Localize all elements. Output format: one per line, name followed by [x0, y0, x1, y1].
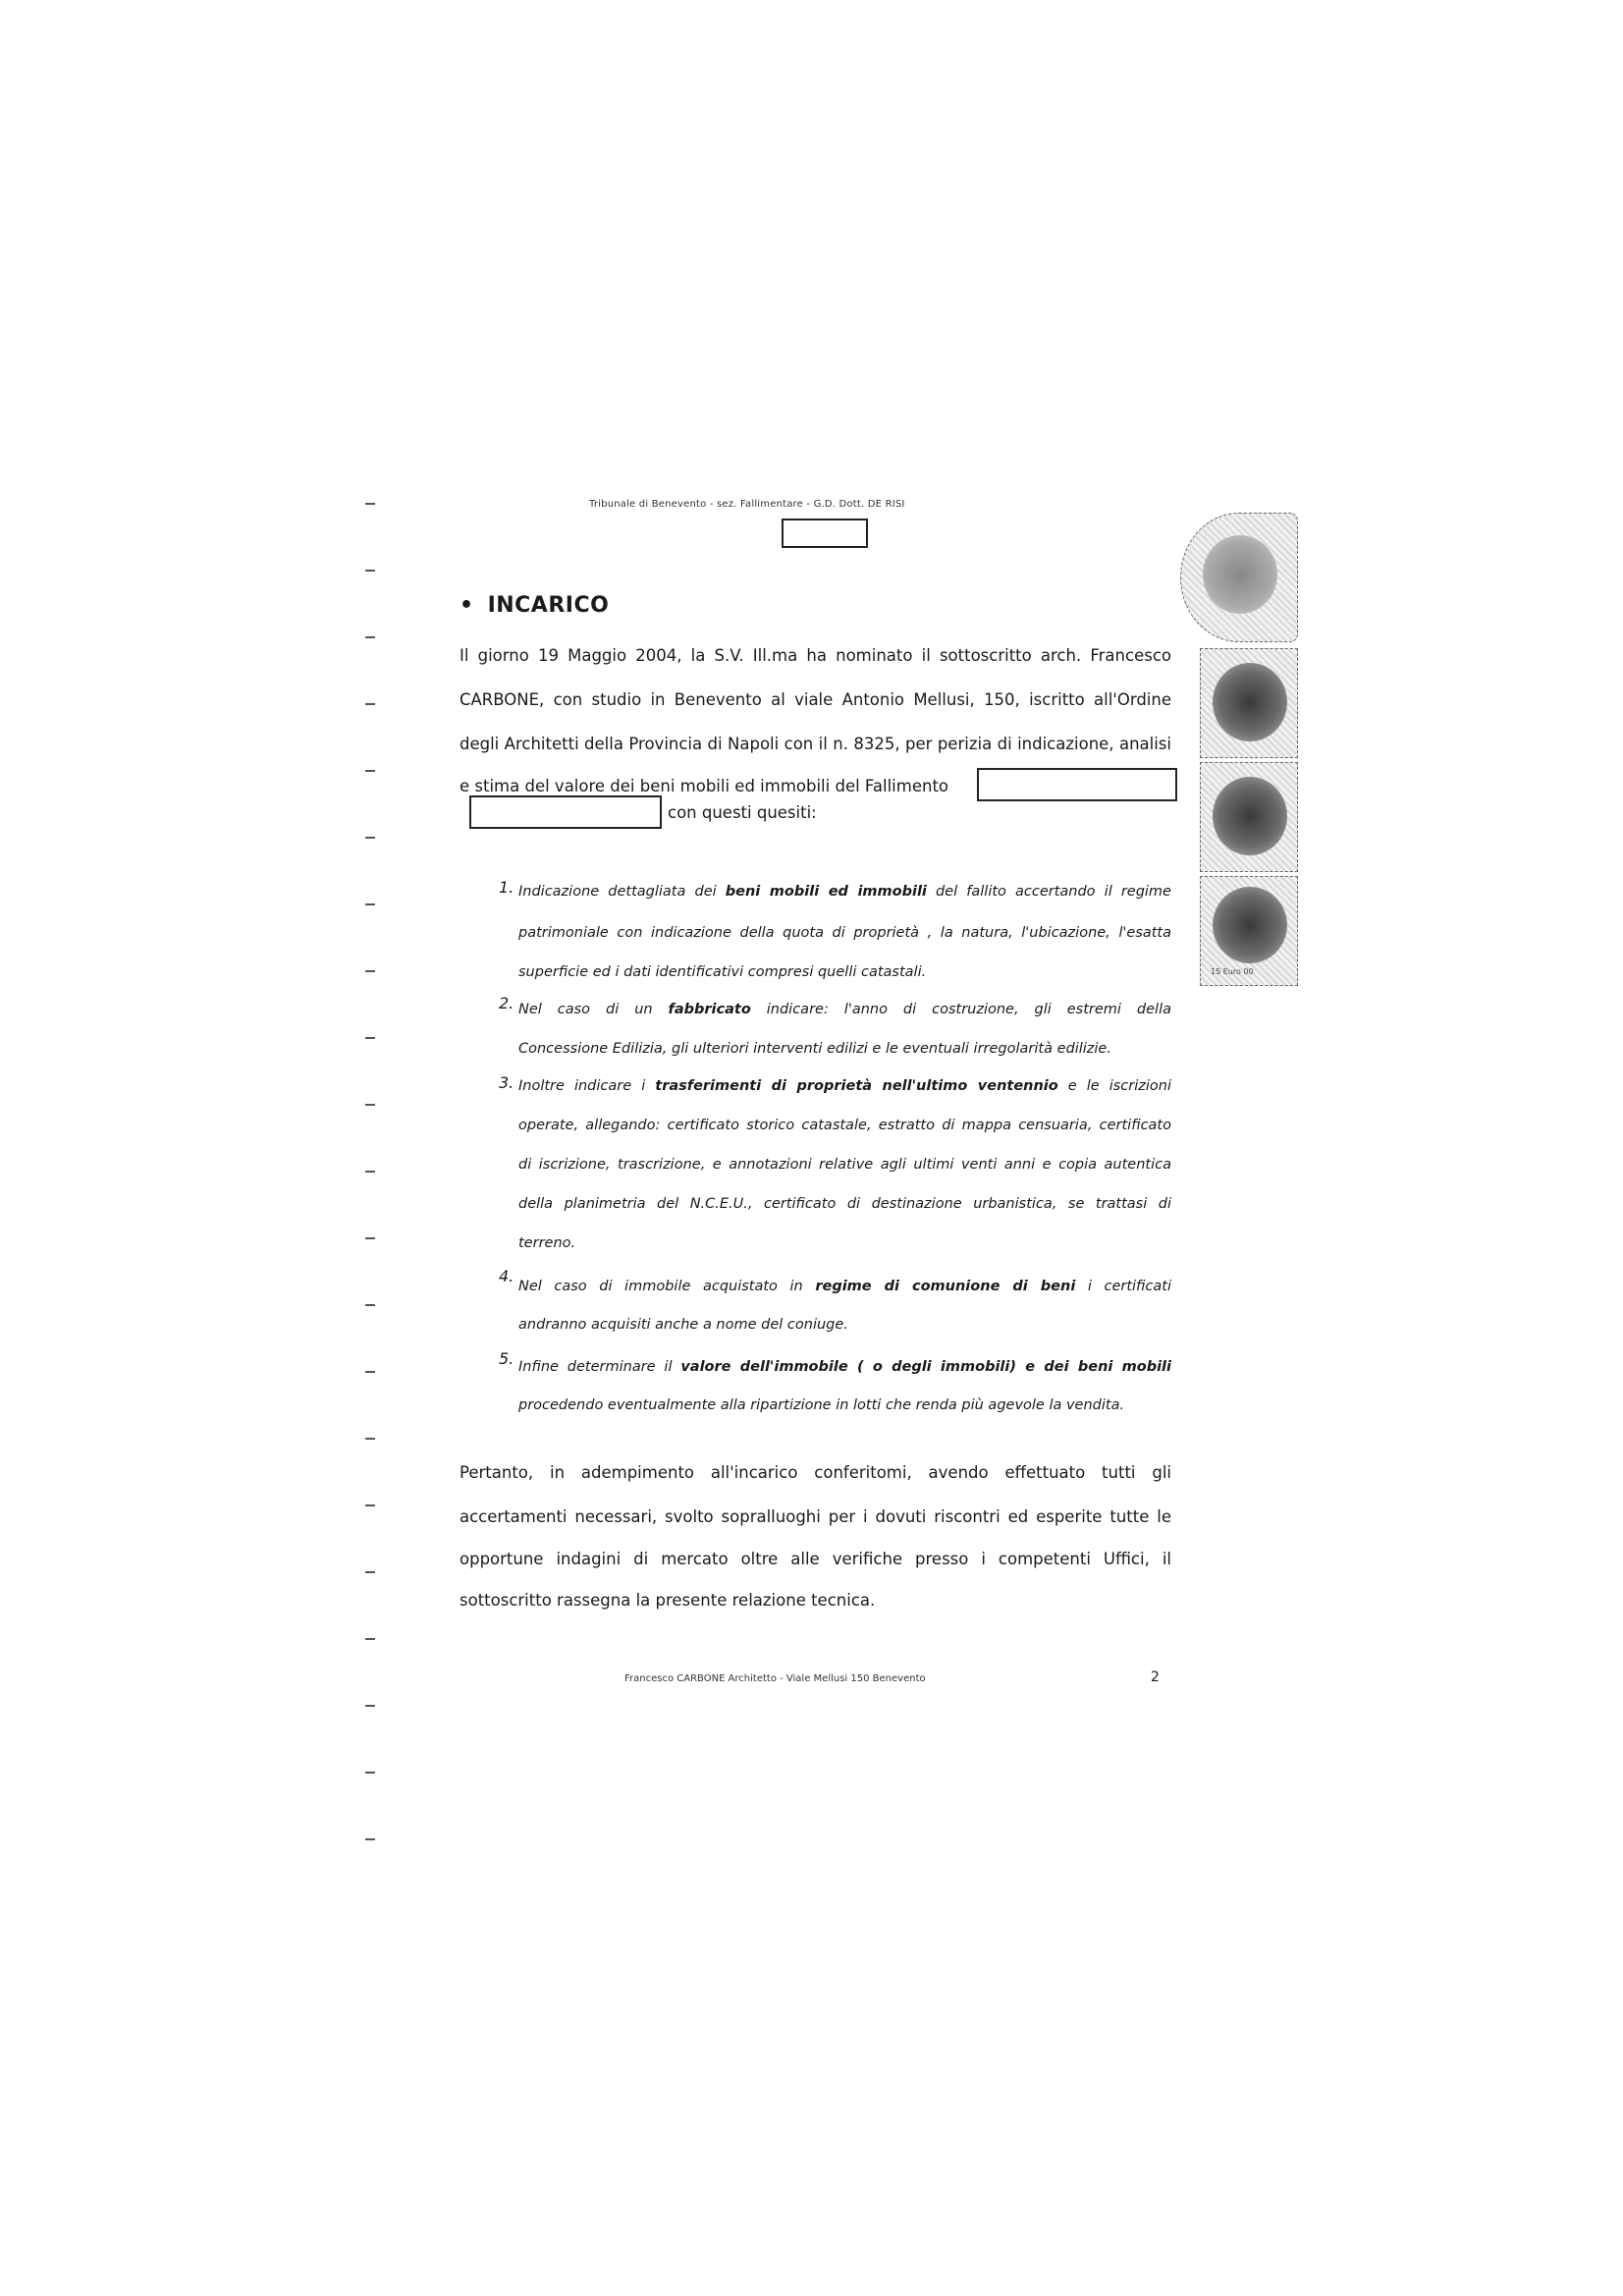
- question-text: Nel caso di immobile acquistato in: [518, 1279, 816, 1294]
- question-emphasis: regime di comunione di beni: [815, 1279, 1076, 1294]
- revenue-stamp: [1200, 762, 1298, 872]
- stamp-seal: [1180, 513, 1298, 642]
- intro-line: degli Architetti della Provincia di Napoli con il n. 8325, per perizia di indicazione, analisi: [460, 735, 1171, 753]
- margin-mark: [365, 970, 375, 972]
- section-heading: [460, 593, 609, 618]
- margin-mark: [365, 1705, 375, 1707]
- question-line: procedendo eventualmente alla ripartizione in lotti che renda più agevole la vendita.: [518, 1397, 1125, 1413]
- question-line: superficie ed i dati identificativi compresi quelli catastali.: [518, 964, 927, 980]
- margin-mark: [365, 1104, 375, 1106]
- stamp-emblem: [1213, 887, 1287, 963]
- margin-mark: [365, 1838, 375, 1840]
- margin-mark: [365, 503, 375, 505]
- intro-line: con questi quesiti:: [668, 803, 817, 822]
- section-title: INCARICO: [487, 593, 610, 618]
- question-text: Indicazione dettagliata dei: [518, 884, 726, 900]
- page-header: Tribunale di Benevento - sez. Fallimentare - G.D. Dott. DE RISI: [589, 499, 905, 510]
- conclusion-line: accertamenti necessari, svolto sopralluoghi per i dovuti riscontri ed esperite tutte le: [460, 1507, 1171, 1526]
- question-line: [518, 1357, 1171, 1377]
- question-number: 5.: [499, 1349, 514, 1368]
- section-bullet: •: [460, 593, 474, 618]
- revenue-stamp: [1200, 876, 1298, 986]
- question-line: terreno.: [518, 1235, 576, 1251]
- question-number: 2.: [499, 994, 514, 1012]
- intro-line: e stima del valore dei beni mobili ed immobili del Fallimento: [460, 777, 949, 795]
- question-text: Inoltre indicare i: [518, 1078, 656, 1094]
- conclusion-line: opportune indagini di mercato oltre alle verifiche presso i competenti Uffici, il: [460, 1550, 1171, 1568]
- question-emphasis: valore dell'immobile ( o degli immobili) e dei beni mobili: [680, 1359, 1171, 1375]
- margin-mark: [365, 770, 375, 772]
- stamp-emblem: [1213, 777, 1287, 855]
- margin-mark: [365, 1504, 375, 1506]
- margin-mark: [365, 1304, 375, 1306]
- question-text: indicare: l'anno di costruzione, gli estremi della: [750, 1002, 1171, 1017]
- margin-mark: [365, 1571, 375, 1573]
- margin-mark: [365, 636, 375, 638]
- stamp-value: 15 Euro 00: [1211, 967, 1254, 976]
- margin-mark: [365, 1371, 375, 1373]
- question-number: 3.: [499, 1073, 514, 1092]
- question-line: patrimoniale con indicazione della quota di proprietà , la natura, l'ubicazione, l'esatta: [518, 925, 1171, 941]
- question-text: Infine determinare il: [518, 1359, 681, 1375]
- question-emphasis: beni mobili ed immobili: [725, 884, 927, 900]
- margin-mark: [365, 703, 375, 705]
- question-line: [518, 1277, 1171, 1296]
- stamp-emblem: [1203, 535, 1277, 614]
- margin-mark: [365, 1638, 375, 1640]
- question-text: i certificati: [1075, 1279, 1171, 1294]
- margin-mark: [365, 837, 375, 839]
- page-number: 2: [1151, 1669, 1160, 1685]
- revenue-stamp: [1200, 648, 1298, 758]
- question-number: 4.: [499, 1267, 514, 1285]
- margin-mark: [365, 1037, 375, 1039]
- question-line: [518, 1076, 1171, 1096]
- question-line: di iscrizione, trascrizione, e annotazioni relative agli ultimi venti anni e copia autentica: [518, 1157, 1171, 1173]
- question-text: Nel caso di un: [518, 1002, 669, 1017]
- intro-line: CARBONE, con studio in Benevento al viale Antonio Mellusi, 150, iscritto all'Ordine: [460, 690, 1171, 709]
- question-line: andranno acquisiti anche a nome del coniuge.: [518, 1317, 848, 1333]
- question-text: e le iscrizioni: [1057, 1078, 1171, 1094]
- redaction-box: [469, 795, 662, 829]
- margin-mark: [365, 1171, 375, 1173]
- margin-mark: [365, 903, 375, 905]
- intro-line: Il giorno 19 Maggio 2004, la S.V. Ill.ma ha nominato il sottoscritto arch. Francesco: [460, 646, 1171, 665]
- question-line: operate, allegando: certificato storico catastale, estratto di mappa censuaria, certificato: [518, 1118, 1171, 1133]
- question-line: [518, 882, 1171, 902]
- conclusion-line: sottoscritto rassegna la presente relazione tecnica.: [460, 1591, 876, 1610]
- question-line: Concessione Edilizia, gli ulteriori interventi edilizi e le eventuali irregolarità edilizie.: [518, 1041, 1111, 1057]
- margin-mark: [365, 1772, 375, 1774]
- question-line: della planimetria del N.C.E.U., certificato di destinazione urbanistica, se trattasi di: [518, 1196, 1171, 1212]
- redaction-box: [782, 519, 868, 548]
- question-text: del fallito accertando il regime: [926, 884, 1171, 900]
- question-number: 1.: [499, 878, 514, 897]
- question-emphasis: fabbricato: [668, 1002, 751, 1017]
- page-footer: Francesco CARBONE Architetto - Viale Mellusi 150 Benevento: [624, 1673, 926, 1684]
- conclusion-line: Pertanto, in adempimento all'incarico conferitomi, avendo effettuato tutti gli: [460, 1463, 1171, 1482]
- redaction-box: [977, 768, 1177, 801]
- margin-mark: [365, 1237, 375, 1239]
- margin-mark: [365, 570, 375, 572]
- margin-mark: [365, 1438, 375, 1440]
- question-line: [518, 1000, 1171, 1019]
- stamp-emblem: [1213, 663, 1287, 741]
- question-emphasis: trasferimenti di proprietà nell'ultimo ventennio: [655, 1078, 1058, 1094]
